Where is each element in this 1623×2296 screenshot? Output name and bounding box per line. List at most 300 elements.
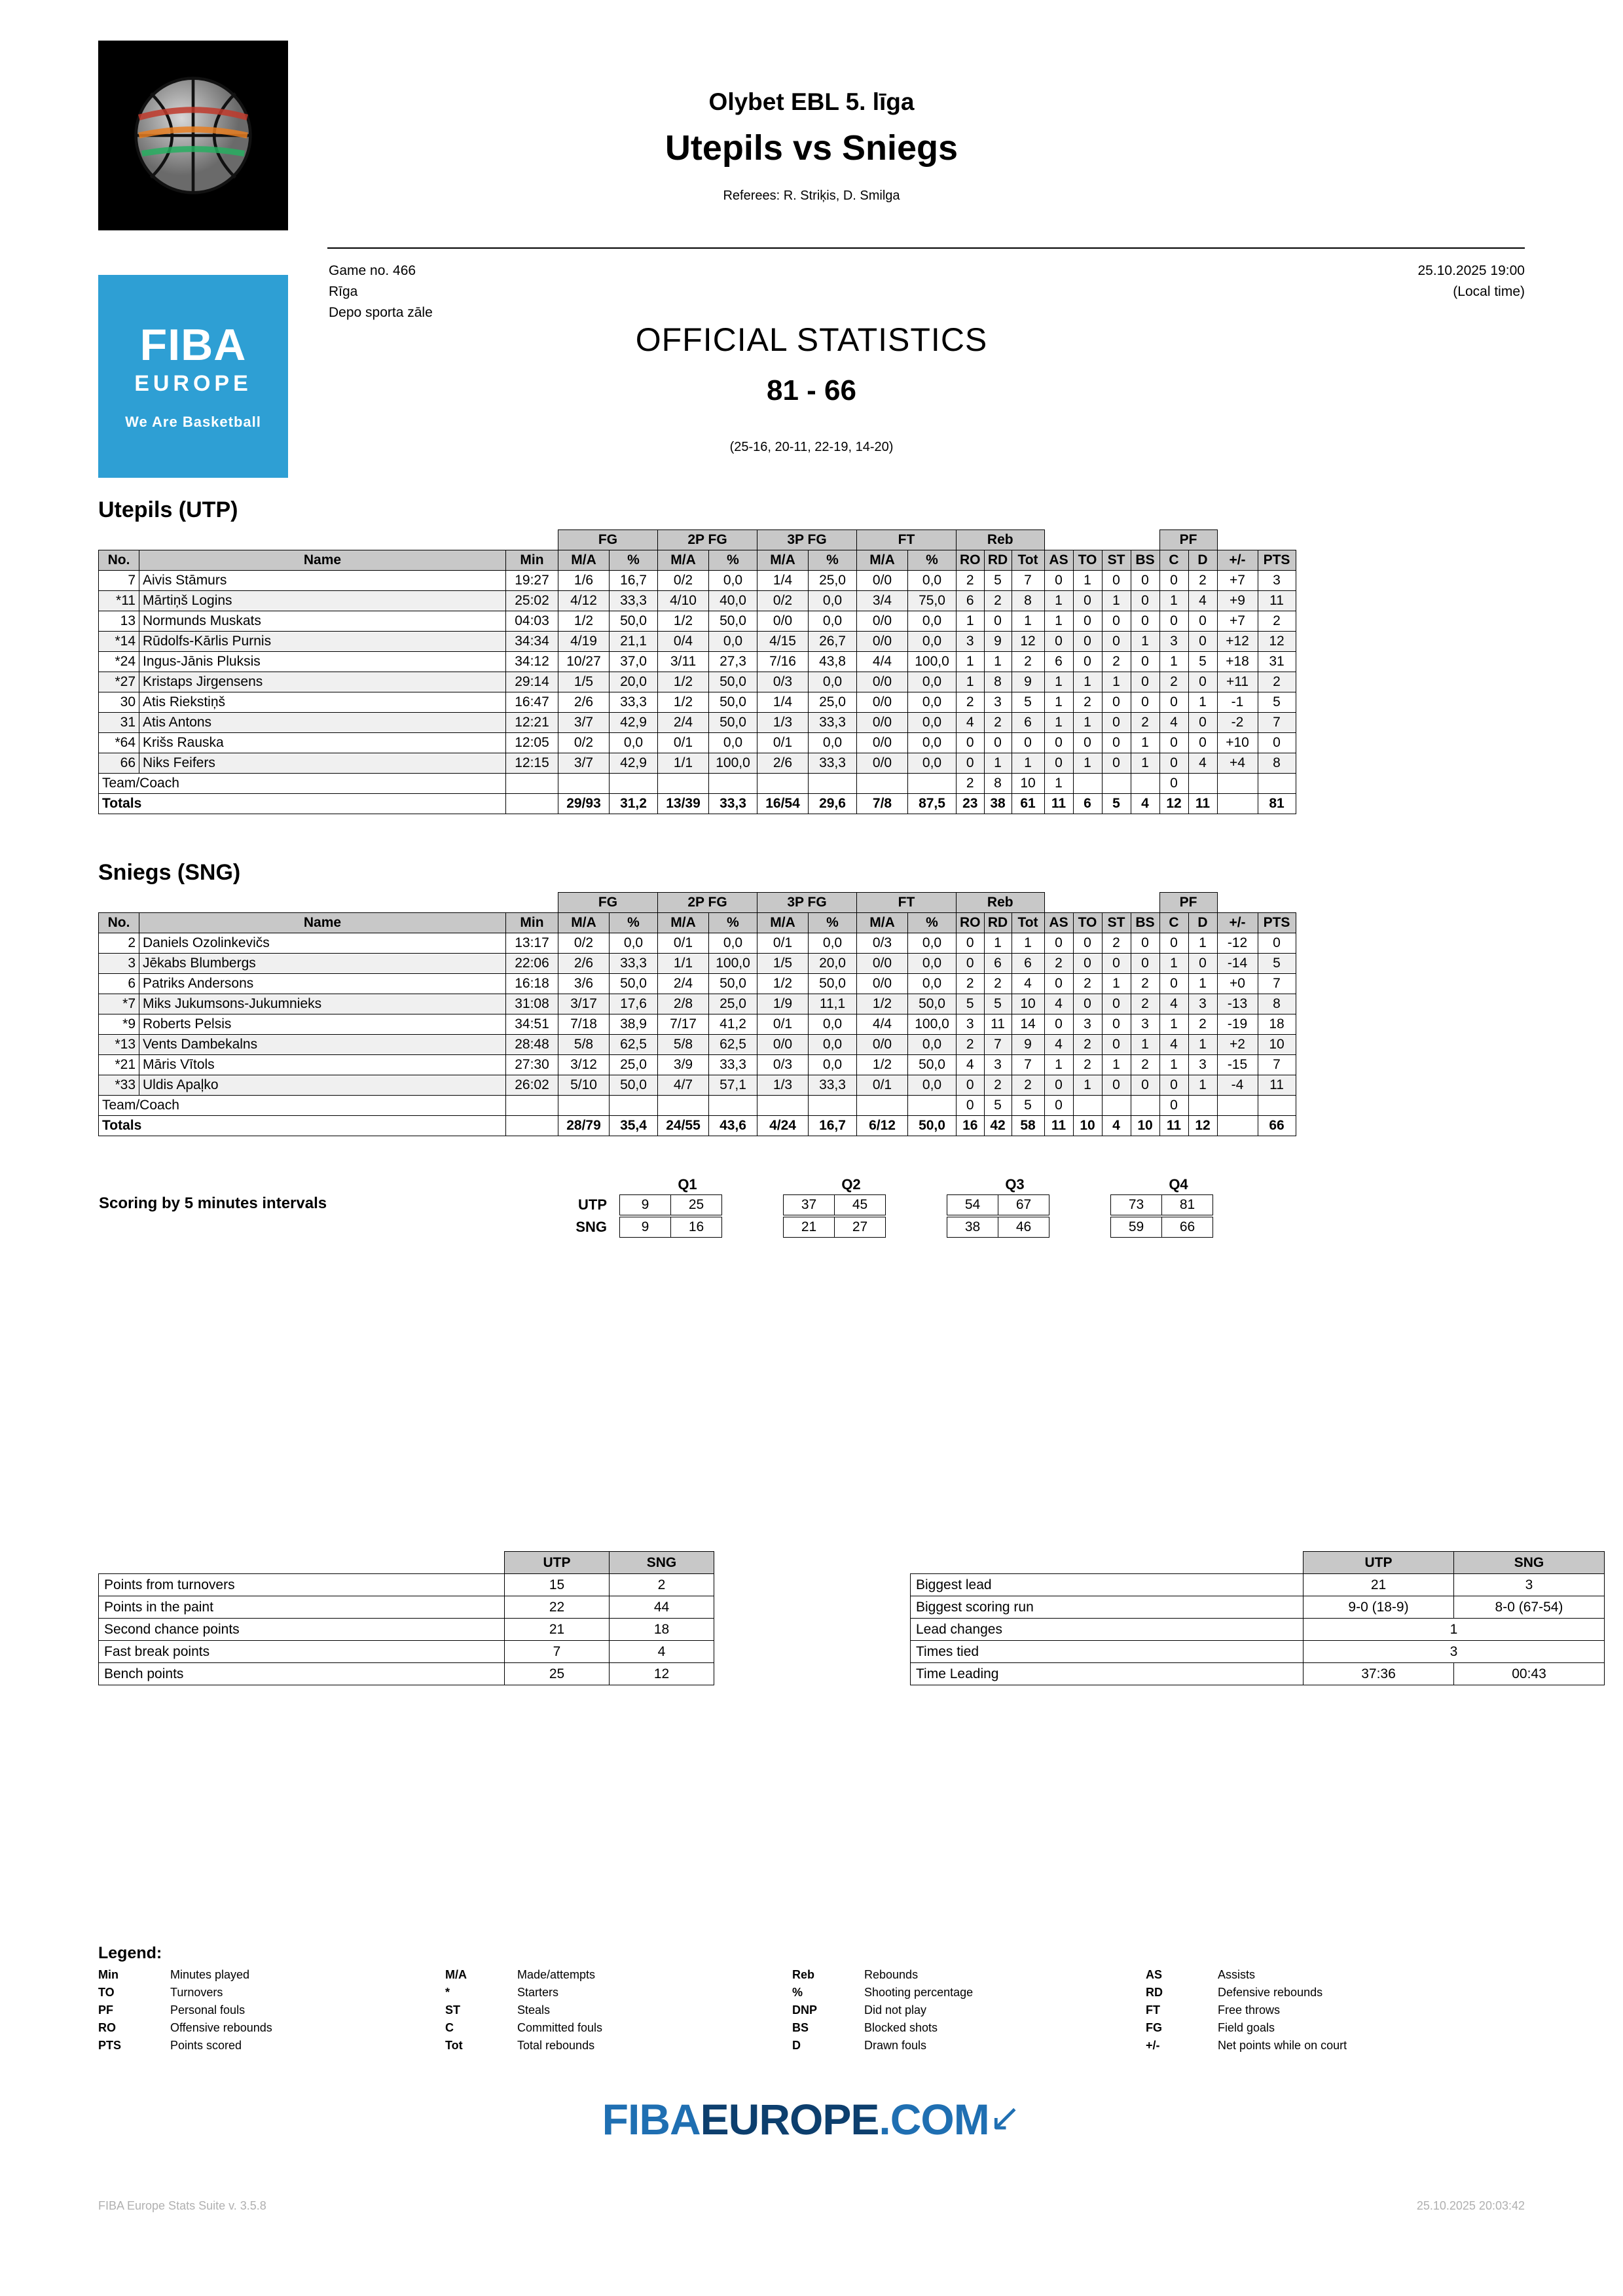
cell-2p: 24/55 bbox=[658, 1116, 709, 1136]
final-score: 81 - 66 bbox=[767, 374, 856, 406]
cell-bs: 0 bbox=[1131, 1075, 1159, 1096]
cell-ro: 16 bbox=[957, 1116, 985, 1136]
cell-rd: 5 bbox=[984, 1096, 1012, 1116]
col-tot: Tot bbox=[1012, 913, 1044, 933]
cell-ftp: 50,0 bbox=[908, 994, 957, 1014]
cell-3p: 0/3 bbox=[757, 672, 809, 692]
cell-ft: 1/2 bbox=[857, 994, 908, 1014]
table-row bbox=[99, 1574, 714, 1596]
cell-fgp: 25,0 bbox=[610, 1055, 658, 1075]
cell-ro: 4 bbox=[957, 713, 985, 733]
cell-name: Ingus-Jānis Pluksis bbox=[139, 652, 506, 672]
cell-ftp: 100,0 bbox=[908, 652, 957, 672]
cell-min: 13:17 bbox=[506, 933, 558, 954]
cell-fgp: 16,7 bbox=[610, 571, 658, 591]
row-utp: 15 bbox=[505, 1574, 610, 1596]
cell-rd: 2 bbox=[984, 974, 1012, 994]
cell-no: 6 bbox=[99, 974, 139, 994]
cell-pts: 8 bbox=[1258, 753, 1296, 774]
cell-to: 0 bbox=[1073, 611, 1102, 632]
table-row bbox=[99, 713, 1296, 733]
cell-3p: 0/2 bbox=[757, 591, 809, 611]
cell-2pp: 50,0 bbox=[709, 713, 757, 733]
cell-min: 34:12 bbox=[506, 652, 558, 672]
col-tot: Tot bbox=[1012, 550, 1044, 571]
legend-value: Blocked shots bbox=[864, 2021, 938, 2034]
col-no: No. bbox=[99, 913, 139, 933]
cell-rd: 5 bbox=[984, 571, 1012, 591]
intervals-label: Scoring by 5 minutes intervals bbox=[99, 1194, 327, 1212]
scoring-intervals-table bbox=[98, 1175, 1247, 1238]
cell-pm bbox=[1217, 1116, 1258, 1136]
game-venue: Depo sporta zāle bbox=[329, 305, 433, 320]
interval-value: 21 bbox=[784, 1217, 835, 1238]
interval-value: 37 bbox=[784, 1195, 835, 1215]
group-blank2 bbox=[1044, 530, 1159, 550]
table-row bbox=[99, 632, 1296, 652]
cell-3p: 0/3 bbox=[757, 1055, 809, 1075]
col-bs: BS bbox=[1131, 550, 1159, 571]
cell-pm bbox=[1217, 774, 1258, 794]
cell-as: 1 bbox=[1044, 1055, 1073, 1075]
cell-ro: 23 bbox=[957, 794, 985, 814]
cell-rd: 8 bbox=[984, 774, 1012, 794]
cell-fg: 1/6 bbox=[558, 571, 610, 591]
fibaeurope-footer-logo[interactable] bbox=[0, 2094, 1623, 2144]
cell-pts: 11 bbox=[1258, 1075, 1296, 1096]
col-st: ST bbox=[1102, 913, 1131, 933]
cell-2p: 1/2 bbox=[658, 611, 709, 632]
cell-2p: 4/7 bbox=[658, 1075, 709, 1096]
cell-pm: -19 bbox=[1217, 1014, 1258, 1035]
cell-rd: 3 bbox=[984, 692, 1012, 713]
cell-as: 1 bbox=[1044, 591, 1073, 611]
table-row bbox=[99, 692, 1296, 713]
cell-team-coach-label: Team/Coach bbox=[99, 774, 506, 794]
cell-tot: 7 bbox=[1012, 571, 1044, 591]
cell-3p: 0/0 bbox=[757, 611, 809, 632]
cell-c: 0 bbox=[1159, 974, 1188, 994]
legend-value: Did not play bbox=[864, 2003, 927, 2017]
cell-pm: +7 bbox=[1217, 571, 1258, 591]
cell-bs: 2 bbox=[1131, 1055, 1159, 1075]
cell-pm: -12 bbox=[1217, 933, 1258, 954]
cell-3p: 0/1 bbox=[757, 733, 809, 753]
cell-fg: 4/19 bbox=[558, 632, 610, 652]
legend-value: Committed fouls bbox=[517, 2021, 603, 2034]
cell-name: Mārtiņš Logins bbox=[139, 591, 506, 611]
cell-d: 12 bbox=[1188, 1116, 1217, 1136]
cell-d: 4 bbox=[1188, 591, 1217, 611]
legend-key: RO bbox=[98, 2021, 116, 2034]
cell-pts: 7 bbox=[1258, 713, 1296, 733]
cell-no: *9 bbox=[99, 1014, 139, 1035]
interval-value: 16 bbox=[671, 1217, 722, 1238]
team-title-sniegs: Sniegs (SNG) bbox=[98, 860, 241, 885]
cell-d bbox=[1188, 1096, 1217, 1116]
row-utp: 25 bbox=[505, 1663, 610, 1685]
table-group-header-row bbox=[99, 893, 1296, 913]
cell-fg: 1/5 bbox=[558, 672, 610, 692]
row-label: Points in the paint bbox=[99, 1596, 505, 1619]
table-row bbox=[99, 1619, 714, 1641]
cell-ftp: 0,0 bbox=[908, 753, 957, 774]
cell-d: 5 bbox=[1188, 652, 1217, 672]
cell-2p: 3/9 bbox=[658, 1055, 709, 1075]
cell-ft: 0/0 bbox=[857, 632, 908, 652]
col-d: D bbox=[1188, 913, 1217, 933]
box-header-utp: UTP bbox=[505, 1552, 610, 1574]
col-name: Name bbox=[139, 913, 506, 933]
cell-st: 2 bbox=[1102, 652, 1131, 672]
cell-fgp: 31,2 bbox=[610, 794, 658, 814]
cell-tot: 2 bbox=[1012, 652, 1044, 672]
cell-st: 0 bbox=[1102, 733, 1131, 753]
cell-ro: 2 bbox=[957, 974, 985, 994]
cell-to: 0 bbox=[1073, 933, 1102, 954]
table-row bbox=[99, 753, 1296, 774]
local-time-note: (Local time) bbox=[1453, 284, 1525, 299]
cell-c: 2 bbox=[1159, 672, 1188, 692]
cell-ft: 0/0 bbox=[857, 713, 908, 733]
cell-no: *7 bbox=[99, 994, 139, 1014]
cell-fgp: 50,0 bbox=[610, 611, 658, 632]
legend-key: FT bbox=[1146, 2003, 1160, 2017]
cell-2pp bbox=[709, 1096, 757, 1116]
interval-cells-q1 bbox=[619, 1194, 756, 1216]
cell-rd: 5 bbox=[984, 994, 1012, 1014]
cell-3pp: 50,0 bbox=[809, 974, 857, 994]
cell-bs bbox=[1131, 1096, 1159, 1116]
cell-no: *33 bbox=[99, 1075, 139, 1096]
cell-name: Kristaps Jirgensens bbox=[139, 672, 506, 692]
legend-key: Reb bbox=[792, 1968, 815, 1981]
cell-min bbox=[506, 774, 558, 794]
cell-st: 4 bbox=[1102, 1116, 1131, 1136]
cell-min bbox=[506, 794, 558, 814]
cell-name: Aivis Stāmurs bbox=[139, 571, 506, 591]
cell-3pp: 33,3 bbox=[809, 753, 857, 774]
row-label: Points from turnovers bbox=[99, 1574, 505, 1596]
cell-fgp: 62,5 bbox=[610, 1035, 658, 1055]
group-ft: FT bbox=[857, 530, 957, 550]
cell-2pp: 100,0 bbox=[709, 954, 757, 974]
cell-2p: 0/2 bbox=[658, 571, 709, 591]
table-row bbox=[99, 1663, 714, 1685]
cell-d: 1 bbox=[1188, 1035, 1217, 1055]
cell-min: 26:02 bbox=[506, 1075, 558, 1096]
cell-3pp: 0,0 bbox=[809, 1035, 857, 1055]
game-city: Rīga bbox=[329, 284, 358, 299]
cell-d: 2 bbox=[1188, 571, 1217, 591]
cell-no: 31 bbox=[99, 713, 139, 733]
cell-fgp: 17,6 bbox=[610, 994, 658, 1014]
group-ft: FT bbox=[857, 893, 957, 913]
cell-c: 0 bbox=[1159, 753, 1188, 774]
cell-ft: 0/1 bbox=[857, 1075, 908, 1096]
cell-fgp: 37,0 bbox=[610, 652, 658, 672]
cell-2pp: 0,0 bbox=[709, 571, 757, 591]
cell-tot: 5 bbox=[1012, 692, 1044, 713]
group-pf: PF bbox=[1159, 530, 1217, 550]
interval-cells-q2 bbox=[782, 1194, 920, 1216]
legend-title: Legend: bbox=[98, 1944, 162, 1962]
interval-cells-q4 bbox=[1110, 1216, 1247, 1238]
cell-rd: 11 bbox=[984, 1014, 1012, 1035]
cell-ro: 0 bbox=[957, 1075, 985, 1096]
cell-tot: 10 bbox=[1012, 774, 1044, 794]
cell-ro: 0 bbox=[957, 733, 985, 753]
cell-pm: +7 bbox=[1217, 611, 1258, 632]
table-header-row bbox=[99, 913, 1296, 933]
cell-3p: 0/1 bbox=[757, 933, 809, 954]
legend-key: % bbox=[792, 1986, 803, 1999]
cell-tot: 1 bbox=[1012, 753, 1044, 774]
cell-pts: 5 bbox=[1258, 692, 1296, 713]
col-c: C bbox=[1159, 913, 1188, 933]
boxscore-body-utepils bbox=[99, 571, 1296, 814]
legend-key: FG bbox=[1146, 2021, 1162, 2034]
legend-key: TO bbox=[98, 1986, 115, 1999]
cell-d: 0 bbox=[1188, 733, 1217, 753]
cell-3pp: 16,7 bbox=[809, 1116, 857, 1136]
cell-fgp: 0,0 bbox=[610, 933, 658, 954]
cell-c: 0 bbox=[1159, 571, 1188, 591]
legend-value: Total rebounds bbox=[517, 2039, 595, 2052]
cell-min: 19:27 bbox=[506, 571, 558, 591]
cell-as: 0 bbox=[1044, 1014, 1073, 1035]
cell-tot: 61 bbox=[1012, 794, 1044, 814]
row-span-value: 1 bbox=[1304, 1619, 1605, 1641]
legend-key: BS bbox=[792, 2021, 809, 2034]
cell-ft: 0/0 bbox=[857, 571, 908, 591]
interval-team-utp: UTP bbox=[578, 1196, 607, 1213]
col-fg-ma: M/A bbox=[558, 913, 610, 933]
cell-3pp: 0,0 bbox=[809, 611, 857, 632]
cell-tot: 58 bbox=[1012, 1116, 1044, 1136]
cell-fg: 0/2 bbox=[558, 933, 610, 954]
cell-st: 0 bbox=[1102, 954, 1131, 974]
cell-ft: 0/0 bbox=[857, 954, 908, 974]
col-2p-ma: M/A bbox=[658, 550, 709, 571]
col-2p-ma: M/A bbox=[658, 913, 709, 933]
cell-fgp: 42,9 bbox=[610, 713, 658, 733]
quarter-label-q4: Q4 bbox=[1169, 1176, 1188, 1193]
cell-d: 1 bbox=[1188, 1075, 1217, 1096]
cell-no: 2 bbox=[99, 933, 139, 954]
table-row bbox=[99, 974, 1296, 994]
cell-fgp bbox=[610, 1096, 658, 1116]
cell-d: 0 bbox=[1188, 954, 1217, 974]
cell-no: *27 bbox=[99, 672, 139, 692]
cell-2pp: 0,0 bbox=[709, 632, 757, 652]
cell-as: 4 bbox=[1044, 1035, 1073, 1055]
cell-ftp: 50,0 bbox=[908, 1116, 957, 1136]
cell-no: 7 bbox=[99, 571, 139, 591]
cell-tot: 12 bbox=[1012, 632, 1044, 652]
cell-2p: 0/1 bbox=[658, 733, 709, 753]
cell-min bbox=[506, 1116, 558, 1136]
cell-2pp: 50,0 bbox=[709, 692, 757, 713]
cell-st: 0 bbox=[1102, 994, 1131, 1014]
cell-3p: 1/9 bbox=[757, 994, 809, 1014]
col-ft-pct: % bbox=[908, 550, 957, 571]
cell-ftp bbox=[908, 1096, 957, 1116]
col-3p-pct: % bbox=[809, 550, 857, 571]
cell-ft bbox=[857, 774, 908, 794]
scoring-intervals-section bbox=[98, 1175, 1623, 1238]
cell-bs: 0 bbox=[1131, 591, 1159, 611]
col-pts: PTS bbox=[1258, 550, 1296, 571]
interval-value: 9 bbox=[620, 1217, 671, 1238]
row-sng: 8-0 (67-54) bbox=[1454, 1596, 1605, 1619]
cell-min: 04:03 bbox=[506, 611, 558, 632]
cell-ftp: 75,0 bbox=[908, 591, 957, 611]
legend-key: PF bbox=[98, 2003, 114, 2017]
cell-min: 34:51 bbox=[506, 1014, 558, 1035]
cell-name: Rūdolfs-Kārlis Purnis bbox=[139, 632, 506, 652]
row-label: Fast break points bbox=[99, 1641, 505, 1663]
interval-cells-q3 bbox=[946, 1216, 1084, 1238]
cell-d: 3 bbox=[1188, 1055, 1217, 1075]
cell-min: 16:18 bbox=[506, 974, 558, 994]
table-row bbox=[911, 1596, 1605, 1619]
interval-value: 81 bbox=[1162, 1195, 1213, 1215]
cell-fg: 4/12 bbox=[558, 591, 610, 611]
cell-3pp: 0,0 bbox=[809, 672, 857, 692]
cell-ft: 0/0 bbox=[857, 733, 908, 753]
legend-key: AS bbox=[1146, 1968, 1163, 1981]
cell-2p: 1/1 bbox=[658, 954, 709, 974]
cell-st bbox=[1102, 774, 1131, 794]
cell-st: 0 bbox=[1102, 571, 1131, 591]
cell-3p: 4/15 bbox=[757, 632, 809, 652]
cell-fg: 1/2 bbox=[558, 611, 610, 632]
cell-3p: 1/3 bbox=[757, 713, 809, 733]
cell-min: 31:08 bbox=[506, 994, 558, 1014]
cell-3pp: 11,1 bbox=[809, 994, 857, 1014]
cell-2pp: 43,6 bbox=[709, 1116, 757, 1136]
cell-3pp: 29,6 bbox=[809, 794, 857, 814]
col-bs: BS bbox=[1131, 913, 1159, 933]
group-blank bbox=[99, 530, 558, 550]
cell-3pp: 33,3 bbox=[809, 1075, 857, 1096]
group-3pfg: 3P FG bbox=[757, 530, 857, 550]
cell-2p: 1/2 bbox=[658, 672, 709, 692]
cell-st: 1 bbox=[1102, 591, 1131, 611]
cell-bs: 0 bbox=[1131, 652, 1159, 672]
col-ro: RO bbox=[957, 550, 985, 571]
row-span-value: 3 bbox=[1304, 1641, 1605, 1663]
cell-c: 0 bbox=[1159, 1075, 1188, 1096]
cell-3p: 16/54 bbox=[757, 794, 809, 814]
box-header-blank bbox=[99, 1552, 505, 1574]
table-row bbox=[99, 611, 1296, 632]
cell-ro: 2 bbox=[957, 1035, 985, 1055]
cell-fgp: 33,3 bbox=[610, 692, 658, 713]
cell-pts: 7 bbox=[1258, 974, 1296, 994]
cell-pm: -14 bbox=[1217, 954, 1258, 974]
cell-2p: 2/8 bbox=[658, 994, 709, 1014]
cell-pm: -2 bbox=[1217, 713, 1258, 733]
cell-fgp: 20,0 bbox=[610, 672, 658, 692]
cell-fg: 3/12 bbox=[558, 1055, 610, 1075]
interval-row-utp bbox=[98, 1194, 1247, 1216]
row-label: Second chance points bbox=[99, 1619, 505, 1641]
col-ro: RO bbox=[957, 913, 985, 933]
cell-tot: 14 bbox=[1012, 1014, 1044, 1035]
legend-key: Tot bbox=[445, 2039, 463, 2052]
cell-as: 6 bbox=[1044, 652, 1073, 672]
cell-ftp: 0,0 bbox=[908, 974, 957, 994]
cell-rd: 2 bbox=[984, 1075, 1012, 1096]
cell-ft: 0/0 bbox=[857, 672, 908, 692]
cell-rd: 7 bbox=[984, 1035, 1012, 1055]
cell-3pp bbox=[809, 1096, 857, 1116]
boxscore-table-utepils bbox=[98, 529, 1296, 814]
col-c: C bbox=[1159, 550, 1188, 571]
row-label: Biggest scoring run bbox=[911, 1596, 1304, 1619]
col-to: TO bbox=[1073, 913, 1102, 933]
cell-no: *64 bbox=[99, 733, 139, 753]
interval-team-sng: SNG bbox=[575, 1219, 607, 1235]
cell-c: 1 bbox=[1159, 1055, 1188, 1075]
quarter-label-q2: Q2 bbox=[841, 1176, 861, 1193]
interval-value: 9 bbox=[620, 1195, 671, 1215]
cell-ftp: 0,0 bbox=[908, 692, 957, 713]
cell-3p: 0/1 bbox=[757, 1014, 809, 1035]
cell-ft: 0/0 bbox=[857, 974, 908, 994]
cell-fg: 29/93 bbox=[558, 794, 610, 814]
cell-pts: 0 bbox=[1258, 733, 1296, 753]
cell-as: 0 bbox=[1044, 632, 1073, 652]
cell-rd: 38 bbox=[984, 794, 1012, 814]
cell-3pp: 25,0 bbox=[809, 692, 857, 713]
legend-value: Points scored bbox=[170, 2039, 242, 2052]
cell-2pp: 50,0 bbox=[709, 611, 757, 632]
cell-2pp: 50,0 bbox=[709, 672, 757, 692]
cell-2pp: 33,3 bbox=[709, 794, 757, 814]
cell-to: 0 bbox=[1073, 652, 1102, 672]
cell-2p: 2/4 bbox=[658, 974, 709, 994]
cell-3pp: 20,0 bbox=[809, 954, 857, 974]
interval-value: 25 bbox=[671, 1195, 722, 1215]
cell-to: 0 bbox=[1073, 733, 1102, 753]
row-sng: 4 bbox=[610, 1641, 714, 1663]
cell-3p: 0/0 bbox=[757, 1035, 809, 1055]
cell-ft: 0/0 bbox=[857, 692, 908, 713]
cell-3p: 1/3 bbox=[757, 1075, 809, 1096]
footer-brand-fiba: FIBA bbox=[602, 2095, 701, 2144]
cell-ro: 6 bbox=[957, 591, 985, 611]
cell-d: 0 bbox=[1188, 672, 1217, 692]
cell-pts: 3 bbox=[1258, 571, 1296, 591]
cell-c: 4 bbox=[1159, 1035, 1188, 1055]
box-header-utp: UTP bbox=[1304, 1552, 1454, 1574]
cell-bs: 2 bbox=[1131, 713, 1159, 733]
cell-2p: 0/1 bbox=[658, 933, 709, 954]
row-utp: 22 bbox=[505, 1596, 610, 1619]
cell-st: 0 bbox=[1102, 1014, 1131, 1035]
cell-pts: 12 bbox=[1258, 632, 1296, 652]
interval-cells-q1 bbox=[619, 1216, 756, 1238]
cell-bs: 0 bbox=[1131, 571, 1159, 591]
cell-rd: 6 bbox=[984, 954, 1012, 974]
interval-cells-q4 bbox=[1110, 1194, 1247, 1216]
cell-name: Miks Jukumsons-Jukumnieks bbox=[139, 994, 506, 1014]
cell-tot: 10 bbox=[1012, 994, 1044, 1014]
row-label: Lead changes bbox=[911, 1619, 1304, 1641]
